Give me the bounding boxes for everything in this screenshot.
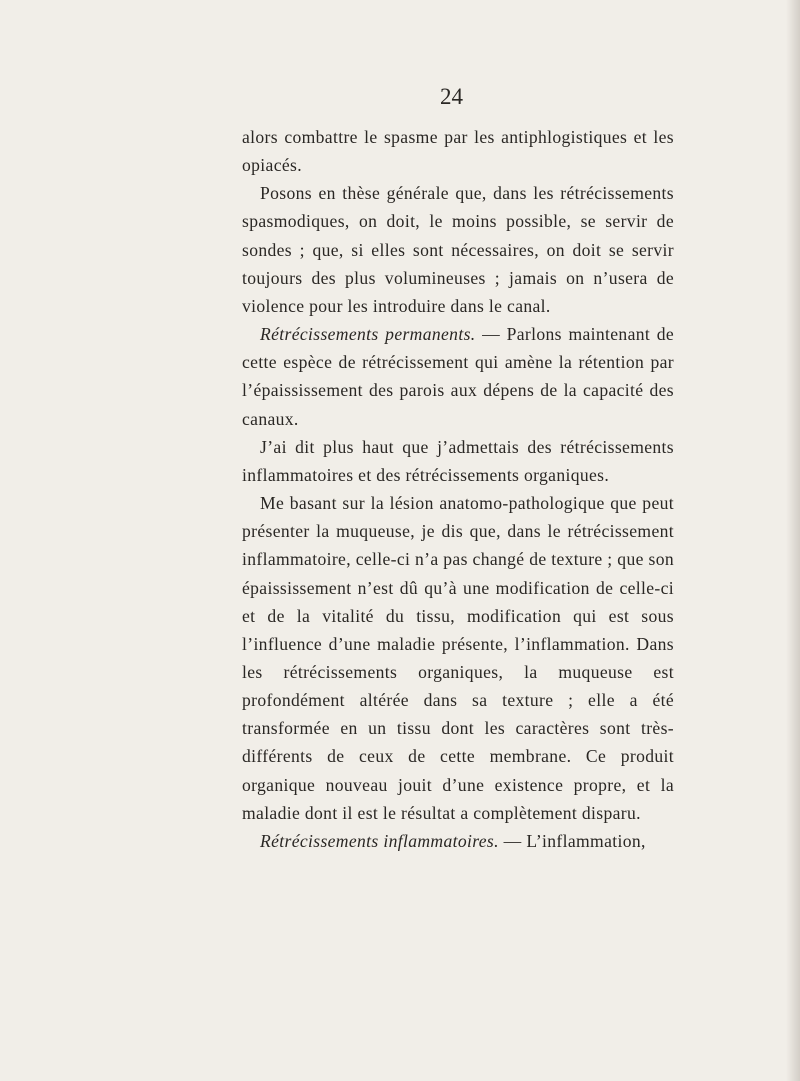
section-heading-inflammatory: Rétrécissements inflammatoires. [260, 830, 499, 851]
paragraph-2: Posons en thèse générale que, dans les rétrécissements spasmodiques, on doit, le moins possible, se servir de sondes ; que, si elles sont nécessaires, on doit se servir toujours des plus volumineuses ; jamais on n’usera de violence pour les introduire dans le canal. [242, 183, 674, 316]
paragraph-3-text: — Parlons maintenant de cette espèce de rétrécissement qui amène la rétention par l’épaississement des parois aux dépens de la capacité des canaux. [242, 324, 674, 429]
body-text [242, 123, 674, 855]
paragraph-5: Me basant sur la lésion anatomo-pathologique que peut présenter la muqueuse, je dis que, dans le rétrécissement inflammatoire, celle-ci n’a pas changé de texture ; que son épaississement n’est dû qu’à une modification de celle-ci et de la vitalité du tissu, modification qui est sous l’influence d’une maladie présente, l’inflammation. Dans les rétrécissements organiques, la muqueuse est profondément altérée dans sa texture ; elle a été transformée en un tissu dont les caractères sont très-différents de ceux de cette membrane. Ce produit organique nouveau jouit d’une existence propre, et la maladie dont il est le résultat a complètement disparu. [242, 493, 674, 823]
paragraph-1: alors combattre le spasme par les antiphlogistiques et les opiacés. [242, 127, 674, 176]
page-edge-shadow [786, 0, 800, 1081]
section-heading-permanent: Rétrécissements permanents. [260, 324, 476, 345]
page-number: 24 [440, 84, 463, 109]
paragraph-6 [242, 827, 674, 855]
paragraph-3 [242, 320, 674, 433]
paragraph-4: J’ai dit plus haut que j’admettais des rétrécissements inflammatoires et des rétrécissements organiques. [242, 436, 674, 485]
paragraph-6-text: — L’inflammation, [498, 830, 646, 851]
